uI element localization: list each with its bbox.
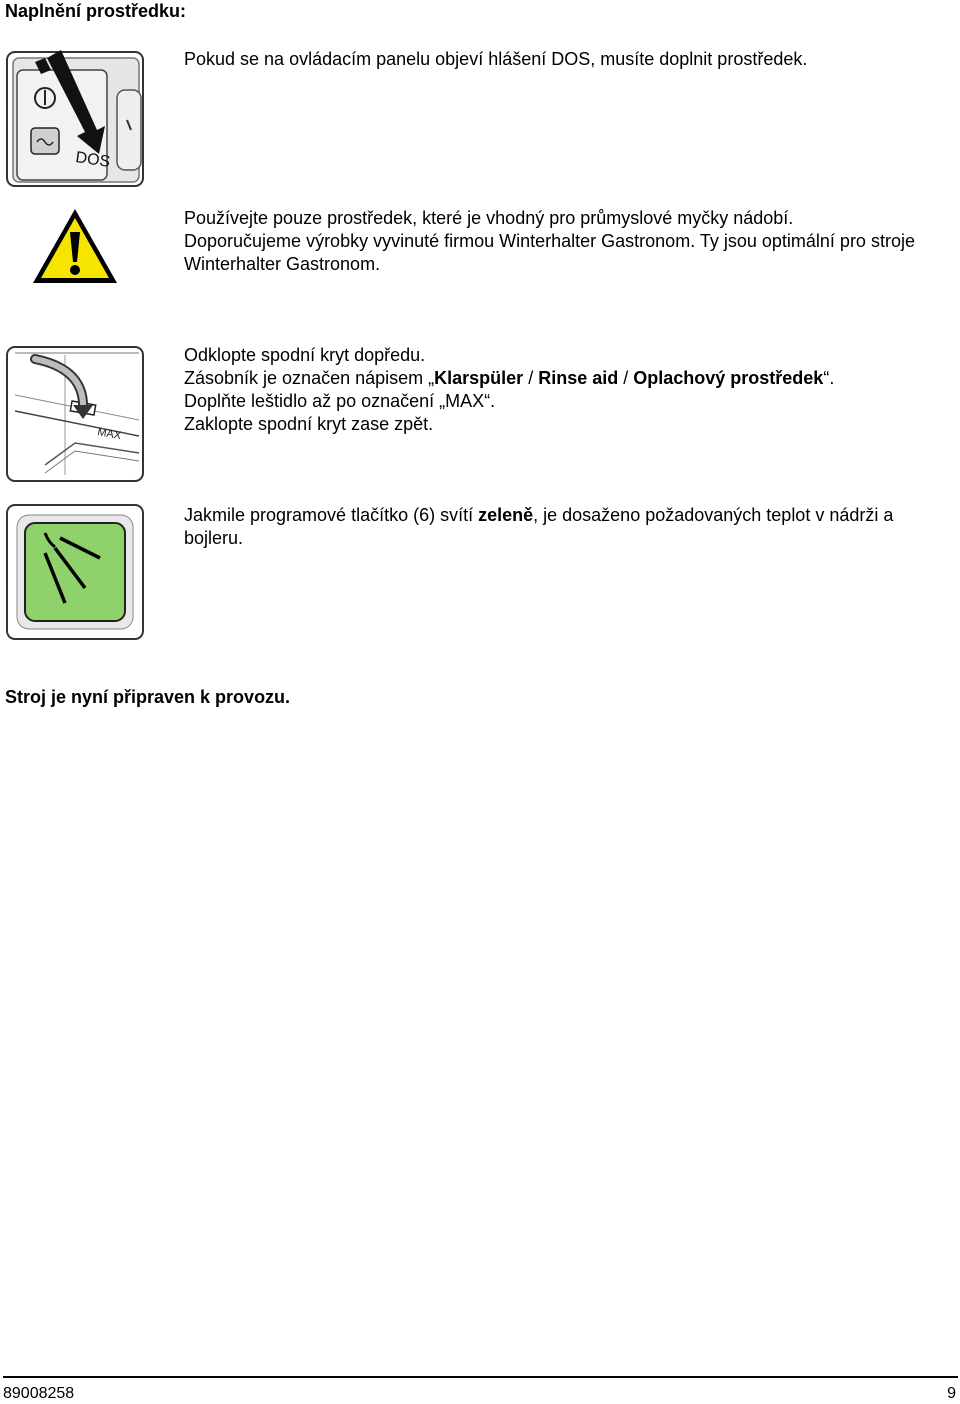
rinse-line-3: Doplňte leštidlo až po označení „MAX“. [184, 391, 496, 411]
rinse-aid-container-icon [5, 345, 145, 485]
max-label: MAX [96, 426, 123, 443]
rinse-line-2 [184, 367, 954, 390]
rinse-text [184, 344, 954, 436]
warning-text [184, 207, 954, 276]
dos-label: DOS [74, 149, 112, 171]
rinse-line-2-sep1: / [523, 368, 539, 388]
footer-page-number: 9 [947, 1385, 956, 1402]
rinse-line-2-suffix: “. [823, 368, 835, 388]
final-statement: Stroj je nyní připraven k provozu. [5, 687, 291, 707]
warning-line-1: Používejte pouze prostředek, které je vhodný pro průmyslové myčky nádobí. [184, 208, 794, 228]
dos-text: Pokud se na ovládacím panelu objeví hlášení DOS, musíte doplnit prostředek. [184, 49, 808, 69]
warning-icon [30, 206, 120, 286]
rinse-line-1: Odklopte spodní kryt dopředu. [184, 345, 426, 365]
rinse-line-2-prefix: Zásobník je označen nápisem „ [184, 368, 435, 388]
warning-line-2: Doporučujeme výrobky vyvinuté firmou Winterhalter Gastronom. Ty jsou optimální pro stroje Winterhalter Gastronom. [184, 231, 915, 274]
program-text-prefix: Jakmile programové tlačítko (6) svítí [184, 505, 479, 525]
dos-panel-icon [5, 50, 145, 190]
rinse-line-2-sep2: / [618, 368, 634, 388]
label-oplachovy: Oplachový prostředek [633, 368, 824, 388]
program-text-suffix: , je dosaženo požadovaných teplot v nádrži a bojleru. [184, 505, 894, 548]
label-rinse-aid: Rinse aid [538, 368, 619, 388]
program-paragraph [184, 504, 954, 550]
label-klarspuler: Klarspüler [434, 368, 524, 388]
program-text [184, 504, 954, 550]
green-program-button-icon [5, 503, 145, 643]
program-text-bold: zeleně [478, 505, 534, 525]
footer-divider [3, 1376, 958, 1378]
rinse-line-4: Zaklopte spodní kryt zase zpět. [184, 414, 434, 434]
page-heading: Naplnění prostředku: [5, 1, 187, 21]
footer-doc-number: 89008258 [3, 1385, 75, 1402]
